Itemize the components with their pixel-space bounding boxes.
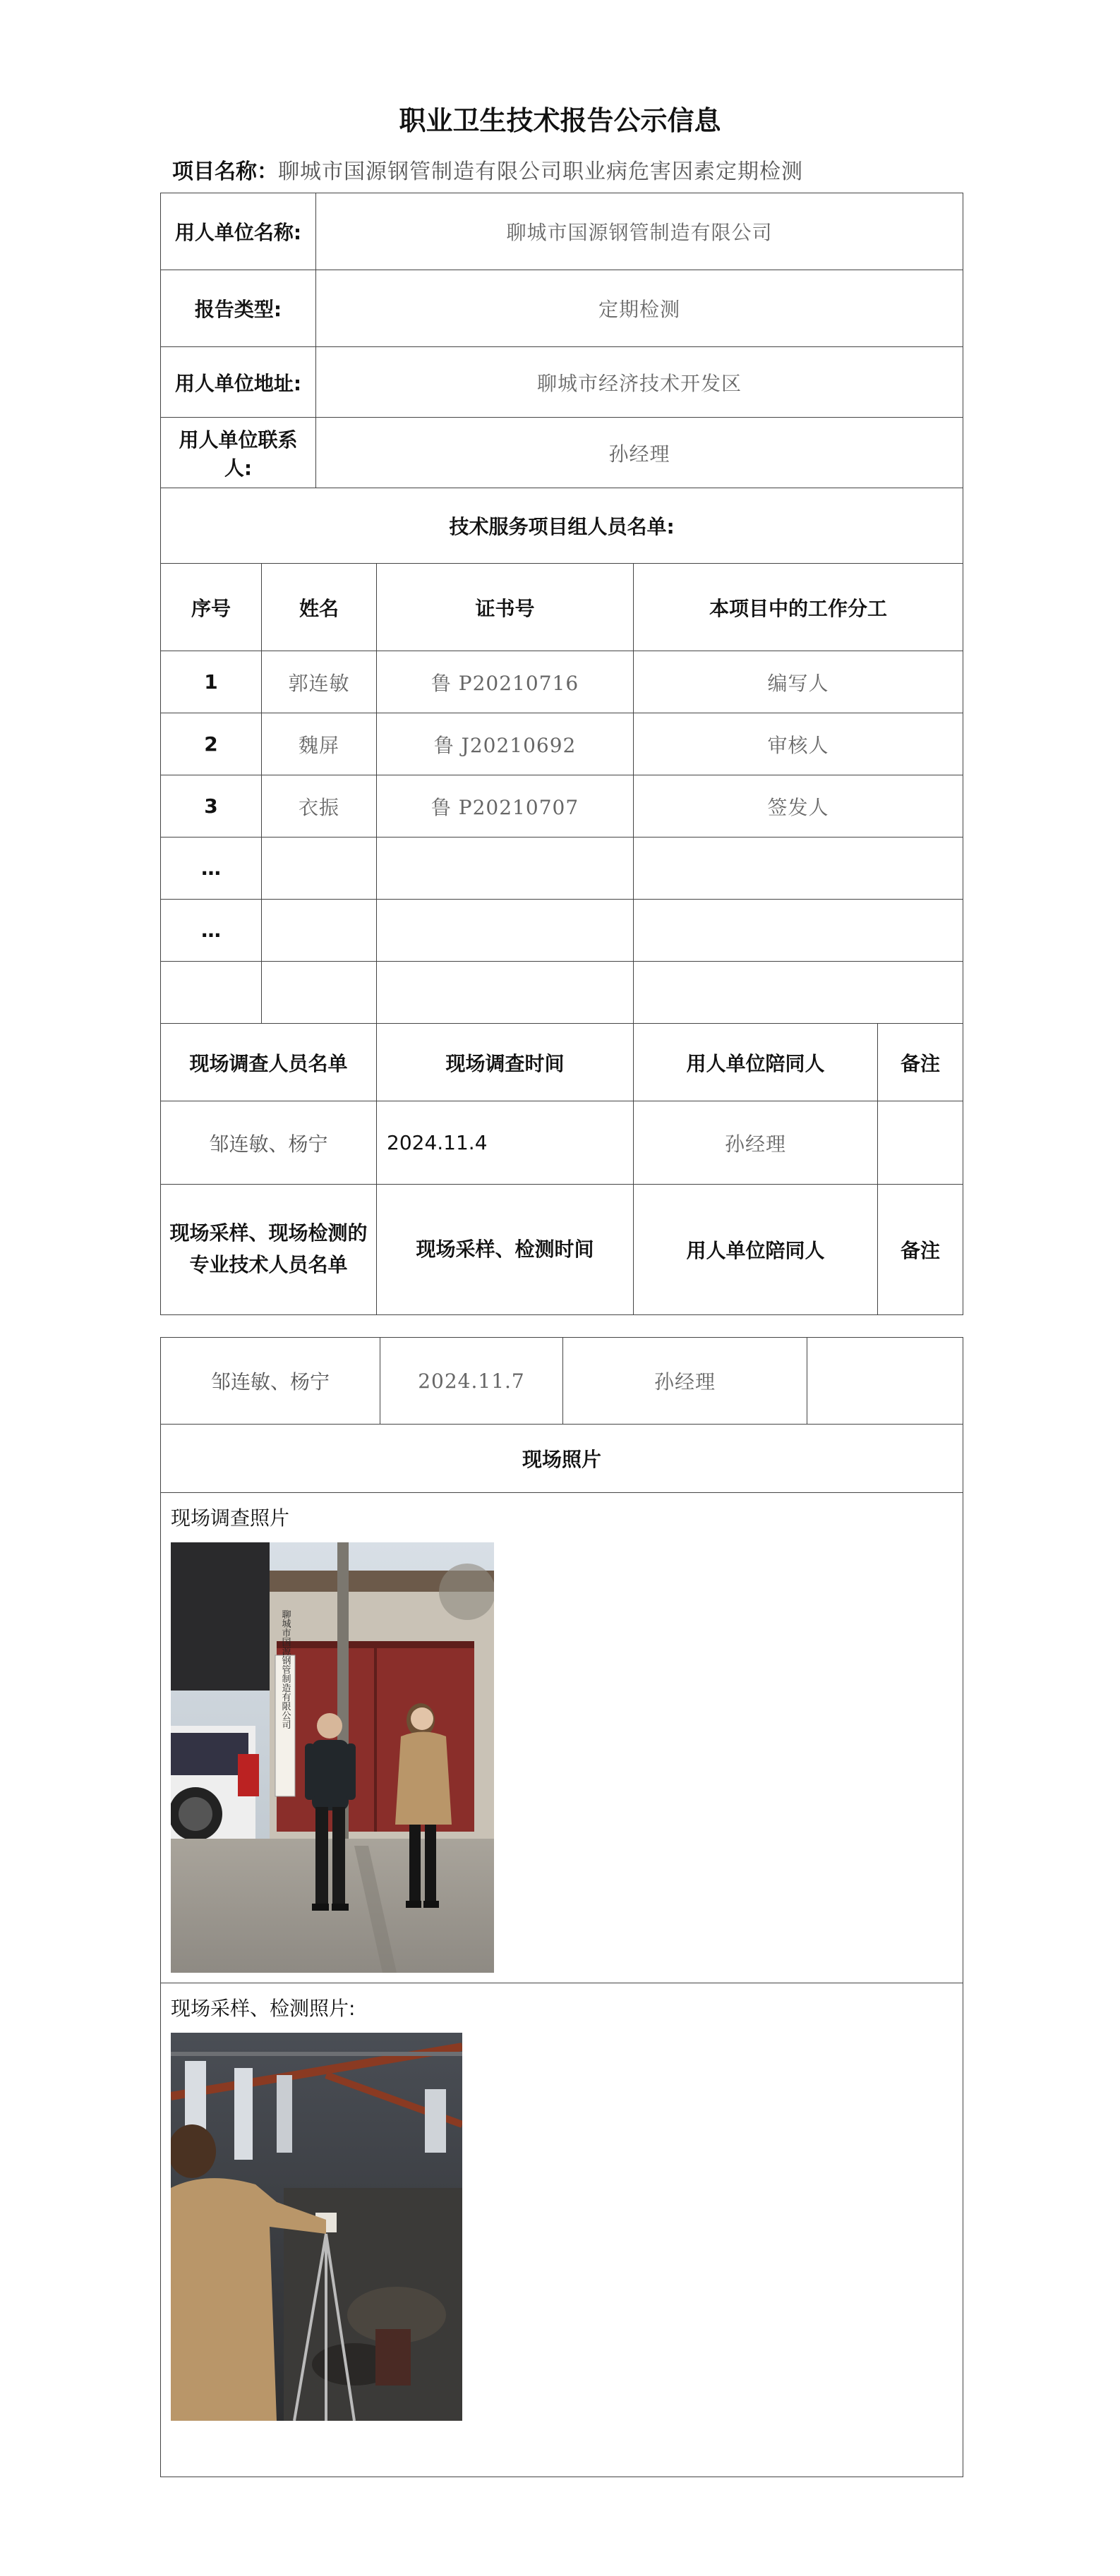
report-type-value: 定期检测: [316, 270, 963, 347]
team-row-cert: [377, 900, 634, 962]
unit-name-row: [161, 193, 963, 270]
company-sign-icon: 聊城市国源钢管制造有限公司: [279, 1609, 291, 1729]
survey-header-time: 现场调查时间: [377, 1024, 634, 1101]
team-row-cert: 鲁 J20210692: [377, 713, 634, 775]
team-header-role: 本项目中的工作分工: [634, 564, 963, 651]
team-header-no: 序号: [161, 564, 262, 651]
sampling-header-escort: 用人单位陪同人: [634, 1185, 878, 1315]
project-line: [172, 154, 803, 185]
survey-header-row: [161, 1024, 963, 1101]
team-heading: 技术服务项目组人员名单:: [161, 488, 963, 564]
survey-photo-cell: [161, 1493, 963, 1983]
team-row-cert: 鲁 P20210716: [377, 651, 634, 713]
team-row: [161, 775, 963, 837]
contact-label: 用人单位联系人:: [161, 418, 316, 488]
sampling-time: 2024.11.7: [380, 1338, 563, 1425]
team-row-role: [634, 962, 963, 1024]
sampling-photo-label: 现场采样、检测照片:: [171, 1997, 356, 2020]
team-header-name: 姓名: [262, 564, 377, 651]
survey-time: 2024.11.4: [377, 1101, 634, 1185]
contact-row: [161, 418, 963, 488]
team-row: [161, 900, 963, 962]
team-row: [161, 651, 963, 713]
team-row-name: [262, 962, 377, 1024]
report-type-label: 报告类型:: [161, 270, 316, 347]
team-row-cert: [377, 962, 634, 1024]
survey-staff: 邹连敏、杨宁: [161, 1101, 377, 1185]
survey-remark: [878, 1101, 963, 1185]
contact-value: 孙经理: [316, 418, 963, 488]
team-header-cert: 证书号: [377, 564, 634, 651]
team-row-name: 魏屏: [262, 713, 377, 775]
photo-heading: 现场照片: [161, 1425, 963, 1493]
team-row-no: [161, 962, 262, 1024]
sampling-row: [161, 1338, 963, 1425]
team-row-no: 3: [161, 775, 262, 837]
survey-photo-label: 现场调查照片: [171, 1506, 290, 1530]
survey-header-staff: 现场调查人员名单: [161, 1024, 377, 1101]
survey-header-remark: 备注: [878, 1024, 963, 1101]
sampling-photo-row: [161, 1983, 963, 2477]
survey-photo-row: [161, 1493, 963, 1983]
project-value: 聊城市国源钢管制造有限公司职业病危害因素定期检测: [278, 159, 803, 184]
team-row-name: 郭连敏: [262, 651, 377, 713]
team-row: [161, 837, 963, 900]
team-row-no: 1: [161, 651, 262, 713]
report-info-table: [160, 193, 963, 1315]
survey-header-escort: 用人单位陪同人: [634, 1024, 878, 1101]
sampling-remark: [807, 1338, 963, 1425]
team-row-role: [634, 837, 963, 900]
team-row-name: [262, 900, 377, 962]
team-row-name: 衣振: [262, 775, 377, 837]
team-row-role: [634, 900, 963, 962]
sampling-header-remark: 备注: [878, 1185, 963, 1315]
survey-photo: [171, 1542, 494, 1973]
survey-escort: 孙经理: [634, 1101, 878, 1185]
sampling-header-staff: 现场采样、现场检测的专业技术人员名单: [161, 1185, 377, 1315]
sampling-staff: 邹连敏、杨宁: [161, 1338, 380, 1425]
page-title: 职业卫生技术报告公示信息: [399, 105, 721, 136]
sampling-header-time: 现场采样、检测时间: [377, 1185, 634, 1315]
sampling-photo: [171, 2033, 462, 2421]
survey-row: [161, 1101, 963, 1185]
team-row-cert: [377, 837, 634, 900]
team-row-role: 编写人: [634, 651, 963, 713]
photo-heading-row: [161, 1425, 963, 1493]
address-label: 用人单位地址:: [161, 347, 316, 418]
address-value: 聊城市经济技术开发区: [316, 347, 963, 418]
sampling-escort: 孙经理: [563, 1338, 807, 1425]
team-row-role: 签发人: [634, 775, 963, 837]
sampling-header-row: [161, 1185, 963, 1315]
team-row: [161, 962, 963, 1024]
address-row: [161, 347, 963, 418]
sampling-photo-cell: [161, 1983, 963, 2477]
team-row-no: …: [161, 837, 262, 900]
report-type-row: [161, 270, 963, 347]
team-heading-row: [161, 488, 963, 564]
team-row-no: …: [161, 900, 262, 962]
team-row-role: 审核人: [634, 713, 963, 775]
team-row-name: [262, 837, 377, 900]
photo-table: [160, 1337, 963, 2477]
team-header-row: [161, 564, 963, 651]
unit-name-label: 用人单位名称:: [161, 193, 316, 270]
team-row-cert: 鲁 P20210707: [377, 775, 634, 837]
unit-name-value: 聊城市国源钢管制造有限公司: [316, 193, 963, 270]
team-row-no: 2: [161, 713, 262, 775]
project-label: 项目名称：: [172, 159, 278, 184]
team-row: [161, 713, 963, 775]
